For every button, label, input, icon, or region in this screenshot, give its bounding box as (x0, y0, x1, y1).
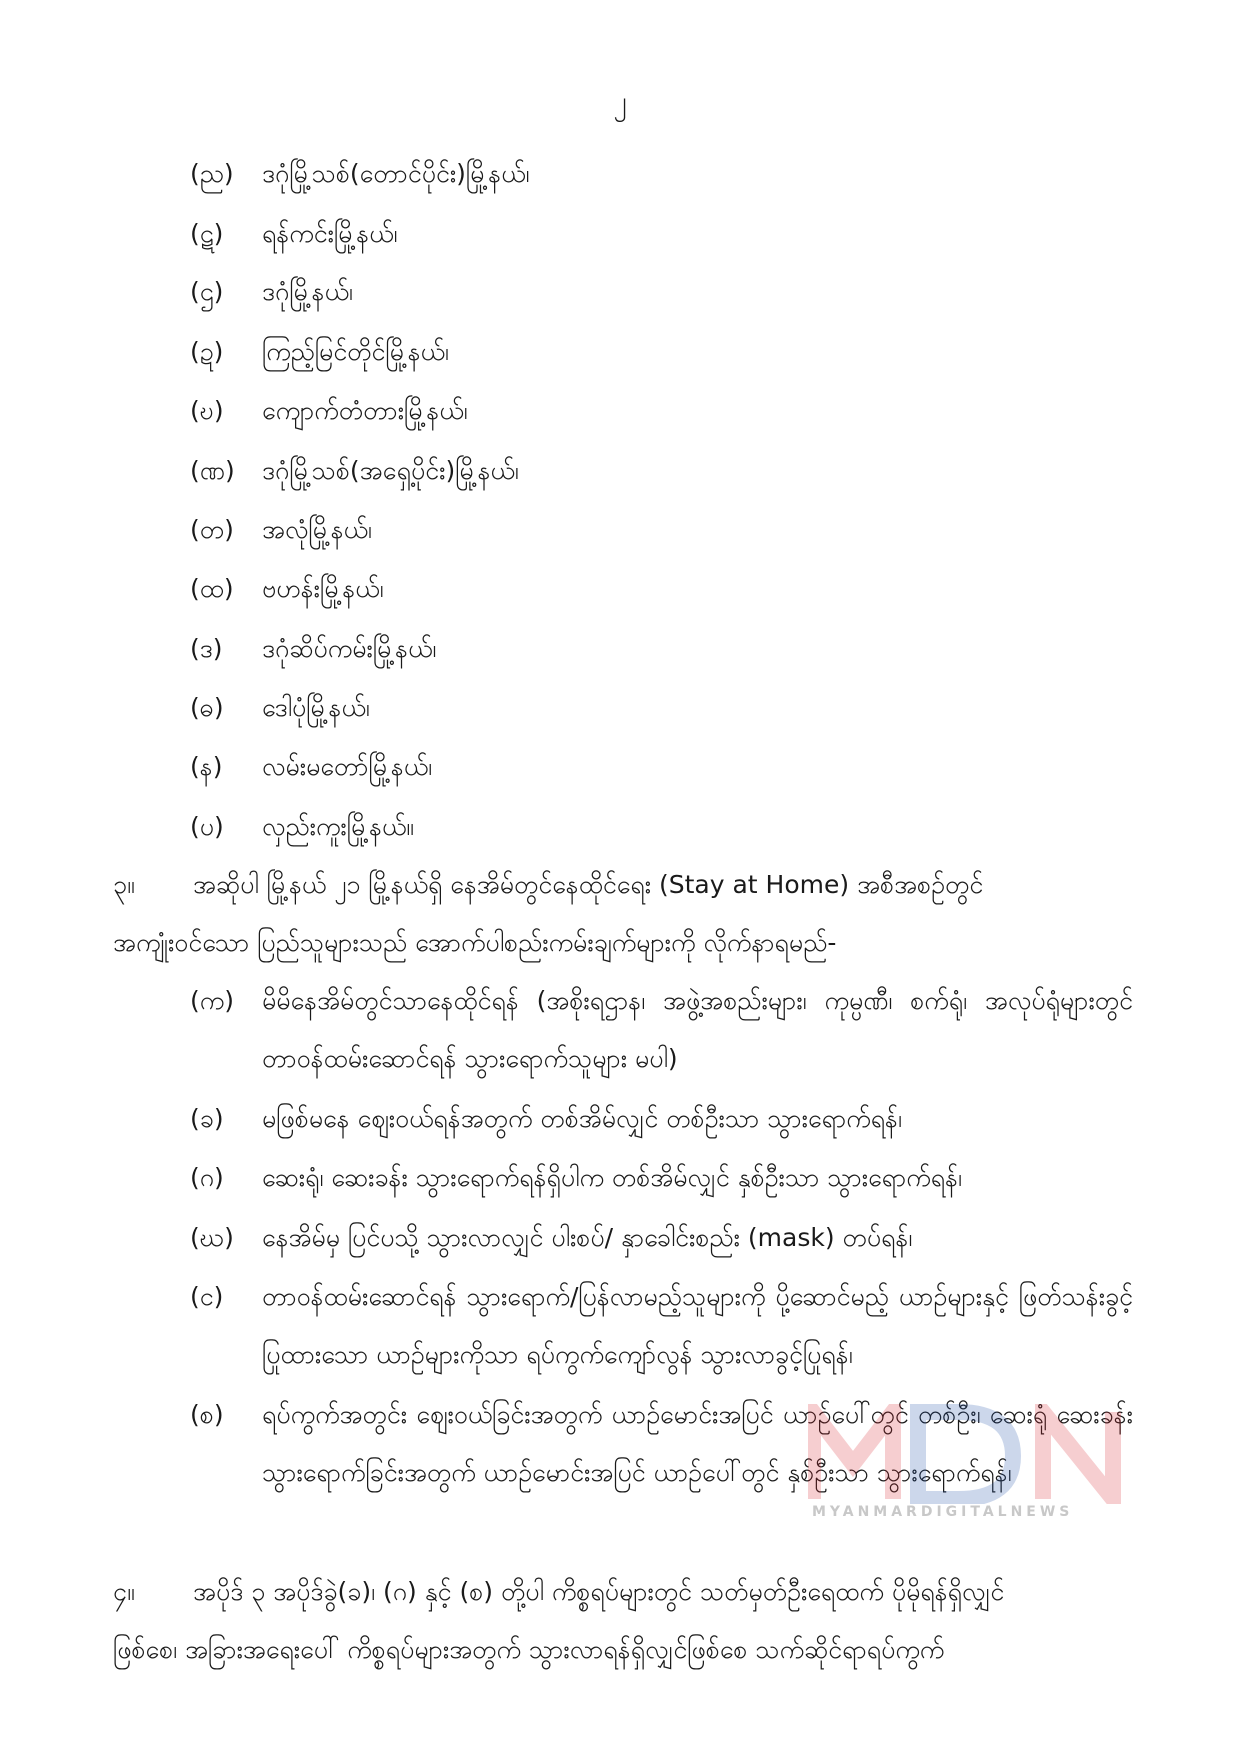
paragraph-text: အပိုဒ် ၃ အပိုဒ်ခွဲ(ခ)၊ (ဂ) နှင့် (စ) တို့ပါ ကိစ္စရပ်များတွင် သတ်မှတ်ဦးရေထက် ပိုမိုရန်ရှိလျှင် (193, 1577, 1005, 1606)
township-label: (ဎ) (190, 396, 224, 425)
paragraph-4 (113, 1563, 1133, 1679)
paragraph-number: ၄။ (113, 1577, 135, 1606)
township-label: (ဌ) (190, 277, 224, 306)
township-label: (ဏ) (190, 456, 235, 485)
township-name: ဗဟန်းမြို့နယ်၊ (262, 574, 384, 603)
rule-item (190, 1268, 1133, 1384)
township-name: ဒဂုံမြို့သစ်(တောင်ပိုင်း)မြို့နယ်၊ (262, 159, 530, 188)
page-number: ၂ (613, 86, 627, 117)
rule-text: နေအိမ်မှ ပြင်ပသို့ သွားလာလျှင် ပါးစပ်/ နှာခေါင်းစည်း (mask) တပ်ရန်၊ (262, 1223, 913, 1252)
paragraph-3 (113, 856, 1133, 972)
rule-item (190, 1090, 1133, 1148)
township-label: (ည) (190, 159, 234, 188)
rule-item (190, 972, 1133, 1088)
rule-label: (ခ) (190, 1104, 224, 1133)
township-name: ရန်ကင်းမြို့နယ်၊ (262, 219, 398, 248)
rule-text: မဖြစ်မနေ ဈေးဝယ်ရန်အတွက် တစ်အိမ်လျှင် တစ်ဦးသာ သွားရောက်ရန်၊ (262, 1104, 902, 1133)
township-label: (န) (190, 752, 223, 781)
township-name: ကြည့်မြင်တိုင်မြို့နယ်၊ (262, 337, 449, 366)
rule-text: ရပ်ကွက်အတွင်း ဈေးဝယ်ခြင်းအတွက် ယာဉ်မောင်းအပြင် ယာဉ်ပေါ်တွင် တစ်ဦး၊ ဆေးရုံ ဆေးခန်းသွားရောက်ခြင်းအတွက် ယာဉ်မောင်းအပြင် ယာဉ်ပေါ်တွင် နှစ်ဦးသာ သွားရောက်ရန်၊ (262, 1400, 1133, 1487)
township-label: (တ) (190, 515, 234, 544)
watermark-text: MYANMARDIGITALNEWS (812, 1504, 1074, 1520)
rule-label: (ဃ) (190, 1223, 234, 1252)
rule-label: (ဂ) (190, 1163, 224, 1192)
township-label: (ဍ) (190, 337, 224, 366)
township-label: (ထ) (190, 574, 234, 603)
rule-text: မိမိနေအိမ်တွင်သာနေထိုင်ရန် (အစိုးရဌာန၊ အဖွဲ့အစည်းများ၊ ကုမ္ပဏီ၊ စက်ရုံ၊ အလုပ်ရုံများတွင် တာဝန်ထမ်းဆောင်ရန် သွားရောက်သူများ မပါ) (262, 986, 1133, 1073)
township-name: ဒေါပုံမြို့နယ်၊ (262, 693, 370, 722)
township-name: ဒဂုံဆိပ်ကမ်းမြို့နယ်၊ (262, 634, 437, 663)
rule-item (190, 1149, 1133, 1207)
township-name: လမ်းမတော်မြို့နယ်၊ (262, 752, 433, 781)
township-label: (ဒ) (190, 634, 223, 663)
paragraph-text: အဆိုပါ မြို့နယ် ၂၁ မြို့နယ်ရှိ နေအိမ်တွင်နေထိုင်ရေး (Stay at Home) အစီအစဉ်တွင် (193, 870, 984, 899)
rule-label: (စ) (190, 1400, 224, 1429)
township-name: လှည်းကူးမြို့နယ်။ (262, 812, 414, 841)
rule-label: (င) (190, 1282, 224, 1311)
paragraph-number: ၃။ (113, 870, 135, 899)
township-name: ဒဂုံမြို့သစ်(အရှေ့ပိုင်း)မြို့နယ်၊ (262, 456, 519, 485)
township-name: အလုံမြို့နယ်၊ (262, 515, 372, 544)
paragraph-text: ဖြစ်စေ၊ အခြားအရေးပေါ် ကိစ္စရပ်များအတွက် သွားလာရန်ရှိလျှင်ဖြစ်စေ သက်ဆိုင်ရာရပ်ကွက် (113, 1635, 945, 1664)
township-name: ကျောက်တံတားမြို့နယ်၊ (262, 396, 468, 425)
rule-item (190, 1209, 1133, 1267)
rule-text: တာဝန်ထမ်းဆောင်ရန် သွားရောက်/ပြန်လာမည့်သူများကို ပို့ဆောင်မည့် ယာဉ်များနှင့် ဖြတ်သန်းခွင့်ပြုထားသော ယာဉ်များကိုသာ ရပ်ကွက်ကျော်လွန် သွားလာခွင့်ပြုရန်၊ (262, 1282, 1133, 1369)
paragraph-text: အကျုံးဝင်သော ပြည်သူများသည် အောက်ပါစည်းကမ်းချက်များကို လိုက်နာရမည်- (113, 928, 837, 957)
township-label: (ဓ) (190, 693, 224, 722)
mdn-watermark (808, 1404, 1138, 1524)
township-label: (ပ) (190, 812, 224, 841)
rule-text: ဆေးရုံ၊ ဆေးခန်း သွားရောက်ရန်ရှိပါက တစ်အိမ်လျှင် နှစ်ဦးသာ သွားရောက်ရန်၊ (262, 1163, 963, 1192)
rule-label: (က) (190, 986, 234, 1015)
mdn-logo-icon (808, 1404, 1138, 1504)
township-name: ဒဂုံမြို့နယ်၊ (262, 277, 353, 306)
township-label: (ဋ) (190, 219, 224, 248)
